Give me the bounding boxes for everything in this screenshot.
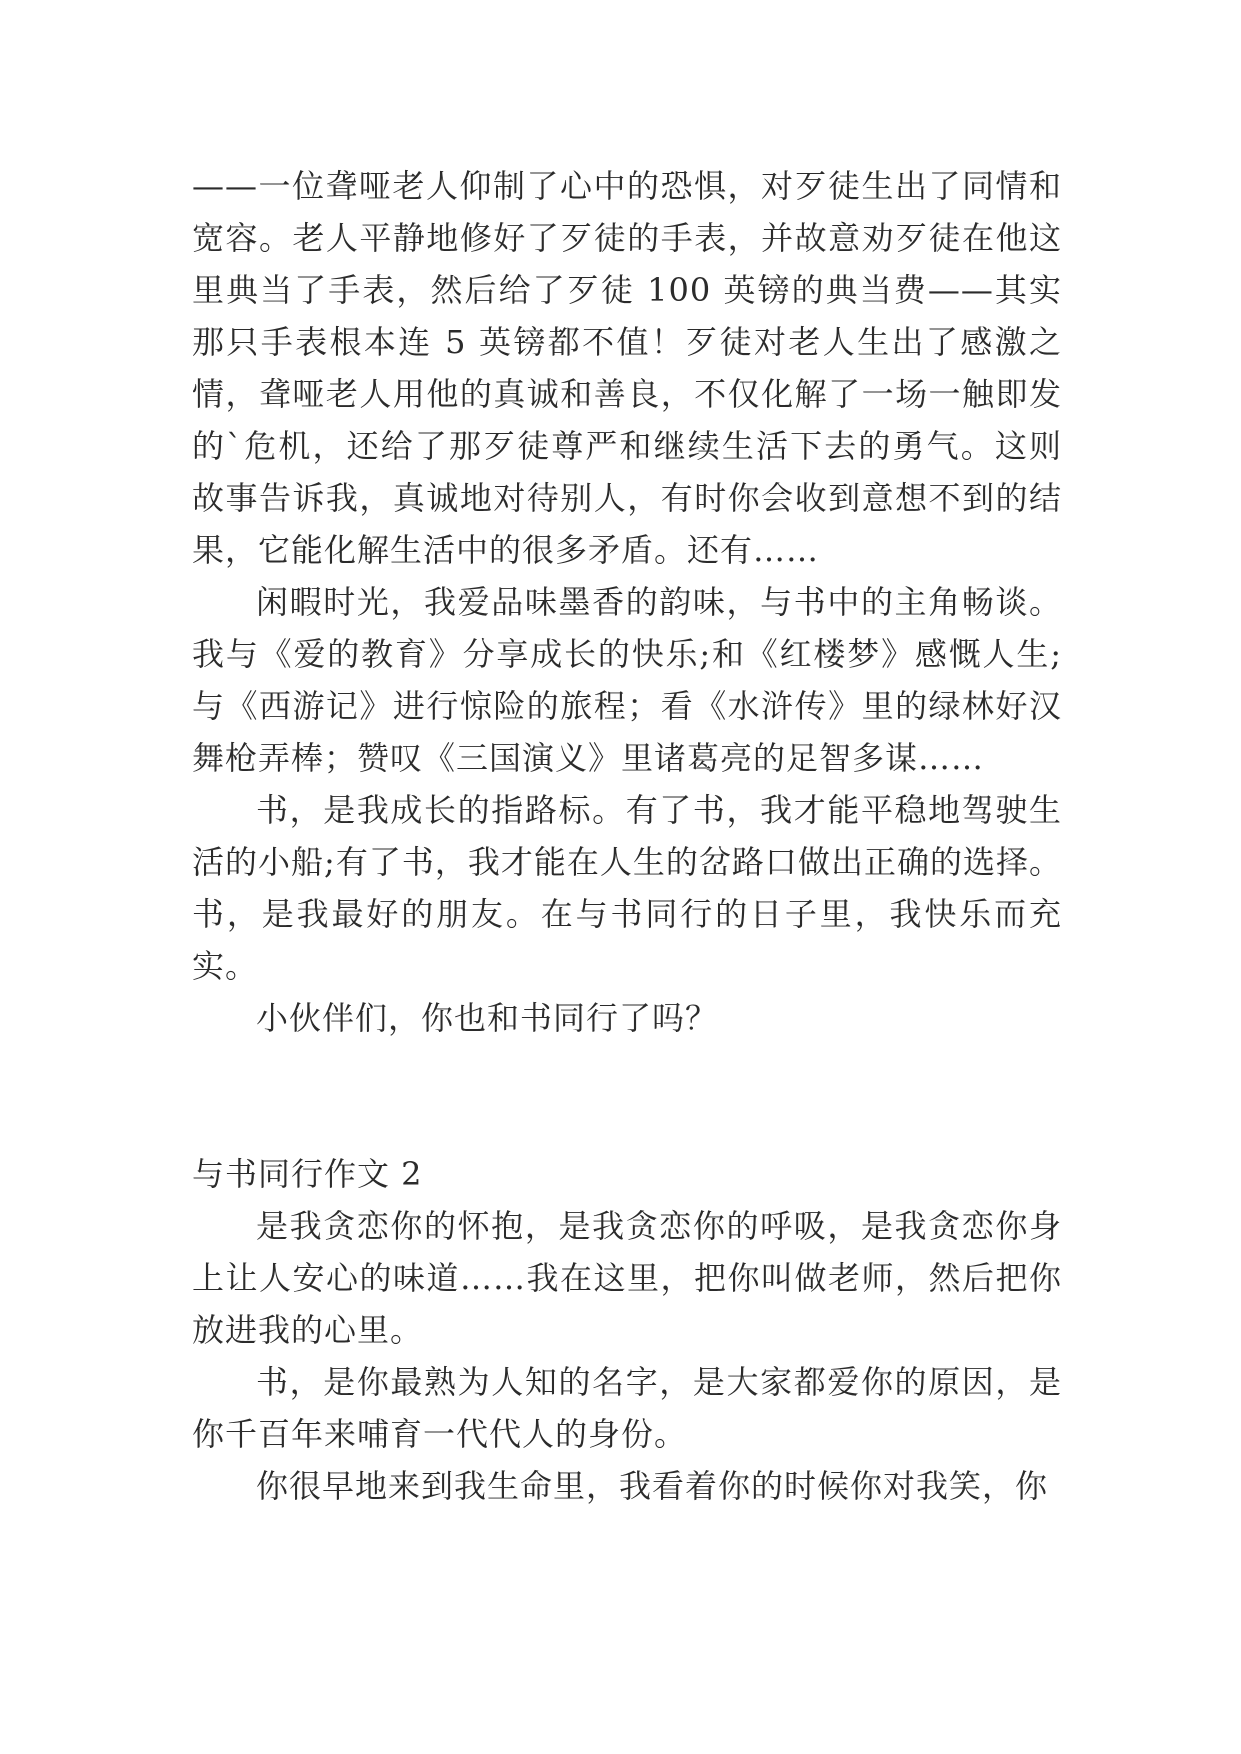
paragraph-early-life: 你很早地来到我生命里，我看着你的时候你对我笑，你 bbox=[256, 1467, 1049, 1505]
paragraph-embrace: 是我贪恋你的怀抱，是我贪恋你的呼吸，是我贪恋你身上让人安心的味道……我在这里，把你叫做老师，然后把你放进我的心里。 bbox=[192, 1207, 1062, 1349]
paragraph-guide-post: 书，是我成长的指路标。有了书，我才能平稳地驾驶生活的小船;有了书，我才能在人生的岔路口做出正确的选择。书，是我最好的朋友。在与书同行的日子里，我快乐而充实。 bbox=[192, 791, 1062, 985]
document-body bbox=[192, 160, 1062, 1512]
paragraph-reading-leisure: 闲暇时光，我爱品味墨香的韵味，与书中的主角畅谈。我与《爱的教育》分享成长的快乐;和《红楼梦》感慨人生;与《西游记》进行惊险的旅程；看《水浒传》里的绿林好汉舞枪弄棒；赞叹《三国演义》里诸葛亮的足智多谋…… bbox=[192, 583, 1062, 777]
paragraph-name: 书，是你最熟为人知的名字，是大家都爱你的原因，是你千百年来哺育一代代人的身份。 bbox=[192, 1363, 1062, 1453]
section-spacer bbox=[192, 1044, 1062, 1148]
paragraph-continued: ——一位聋哑老人仰制了心中的恐惧，对歹徒生出了同情和宽容。老人平静地修好了歹徒的手表，并故意劝歹徒在他这里典当了手表，然后给了歹徒 100 英镑的典当费——其实那只手表根本连 5 英镑都不值！歹徒对老人生出了感激之情，聋哑老人用他的真诚和善良，不仅化解了一场一触即发的`危机，还给了那歹徒尊严和继续生活下去的勇气。这则故事告诉我，真诚地对待别人，有时你会收到意想不到的结果，它能化解生活中的很多矛盾。还有…… bbox=[192, 167, 1062, 569]
paragraph-question: 小伙伴们，你也和书同行了吗？ bbox=[256, 999, 719, 1037]
section-heading: 与书同行作文 2 bbox=[192, 1155, 423, 1193]
